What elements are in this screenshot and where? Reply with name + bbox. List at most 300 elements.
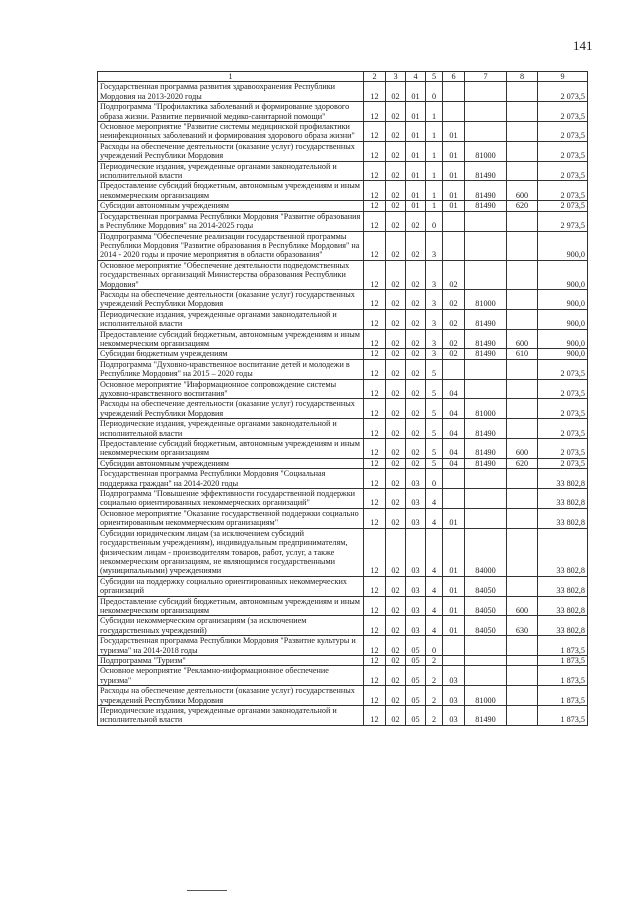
row-code-cell: 2 — [426, 706, 443, 726]
table-row — [98, 458, 588, 468]
row-code-cell: 01 — [406, 161, 426, 181]
row-code-cell: 4 — [426, 616, 443, 636]
row-code-cell — [507, 469, 538, 489]
row-code-cell: 01 — [443, 508, 465, 528]
row-amount-cell: 2 073,5 — [538, 439, 588, 459]
table-row — [98, 231, 588, 260]
row-code-cell — [507, 576, 538, 596]
row-code-cell — [507, 309, 538, 329]
row-code-cell: 02 — [406, 379, 426, 399]
row-code-cell: 05 — [406, 636, 426, 656]
table-row — [98, 379, 588, 399]
row-code-cell: 02 — [386, 419, 406, 439]
row-code-cell: 84050 — [465, 596, 507, 616]
row-name-cell: Основное мероприятие "Обеспечение деятельности подведомственных государственных организаций Министерства образования Республики Мордовия" — [98, 260, 364, 289]
row-code-cell: 1 — [426, 181, 443, 201]
row-code-cell: 02 — [443, 260, 465, 289]
row-code-cell: 81000 — [465, 399, 507, 419]
column-header-7: 7 — [465, 72, 507, 82]
row-amount-cell: 2 073,5 — [538, 181, 588, 201]
row-name-cell: Расходы на обеспечение деятельности (оказание услуг) государственных учреждений Республики Мордовия — [98, 141, 364, 161]
row-name-cell: Периодические издания, учрежденные органами законодательной и исполнительной власти — [98, 706, 364, 726]
row-code-cell: 02 — [443, 329, 465, 349]
row-code-cell — [507, 489, 538, 509]
row-code-cell: 12 — [364, 181, 386, 201]
column-header-1: 1 — [98, 72, 364, 82]
row-code-cell: 02 — [386, 576, 406, 596]
row-code-cell: 02 — [386, 596, 406, 616]
row-code-cell — [507, 102, 538, 122]
table-row — [98, 181, 588, 201]
row-code-cell: 12 — [364, 616, 386, 636]
row-code-cell: 3 — [426, 231, 443, 260]
row-code-cell: 02 — [386, 122, 406, 142]
row-code-cell: 05 — [406, 655, 426, 665]
row-code-cell — [443, 102, 465, 122]
row-amount-cell: 900,0 — [538, 349, 588, 359]
row-amount-cell: 900,0 — [538, 260, 588, 289]
row-name-cell: Предоставление субсидий бюджетным, автономным учреждениям и иным некоммерческим организациям — [98, 596, 364, 616]
row-code-cell: 02 — [386, 289, 406, 309]
row-code-cell — [507, 260, 538, 289]
row-code-cell: 12 — [364, 528, 386, 576]
row-code-cell — [507, 419, 538, 439]
row-code-cell: 02 — [406, 419, 426, 439]
row-code-cell — [465, 102, 507, 122]
row-code-cell: 12 — [364, 596, 386, 616]
row-code-cell: 5 — [426, 458, 443, 468]
row-code-cell: 2 — [426, 686, 443, 706]
row-code-cell: 600 — [507, 439, 538, 459]
row-code-cell — [507, 231, 538, 260]
row-code-cell: 02 — [386, 508, 406, 528]
row-code-cell — [443, 359, 465, 379]
table-row — [98, 576, 588, 596]
row-code-cell: 12 — [364, 289, 386, 309]
row-code-cell: 04 — [443, 399, 465, 419]
row-code-cell: 3 — [426, 289, 443, 309]
row-code-cell: 12 — [364, 309, 386, 329]
row-code-cell: 1 — [426, 102, 443, 122]
column-header-4: 4 — [406, 72, 426, 82]
row-code-cell: 81490 — [465, 706, 507, 726]
row-code-cell: 02 — [386, 706, 406, 726]
row-code-cell — [443, 469, 465, 489]
row-code-cell: 01 — [443, 616, 465, 636]
row-code-cell: 02 — [386, 309, 406, 329]
row-code-cell: 03 — [443, 706, 465, 726]
row-code-cell: 12 — [364, 636, 386, 656]
row-code-cell — [507, 399, 538, 419]
row-code-cell: 02 — [406, 231, 426, 260]
row-code-cell: 81000 — [465, 289, 507, 309]
row-code-cell — [507, 666, 538, 686]
row-code-cell — [443, 489, 465, 509]
row-code-cell: 81490 — [465, 458, 507, 468]
row-code-cell: 02 — [406, 289, 426, 309]
row-code-cell: 03 — [443, 686, 465, 706]
row-code-cell: 12 — [364, 686, 386, 706]
row-code-cell: 02 — [386, 201, 406, 211]
row-code-cell: 12 — [364, 706, 386, 726]
row-code-cell: 02 — [386, 379, 406, 399]
row-code-cell: 03 — [406, 616, 426, 636]
row-code-cell: 12 — [364, 379, 386, 399]
row-code-cell — [465, 636, 507, 656]
row-code-cell — [507, 655, 538, 665]
row-code-cell: 05 — [406, 706, 426, 726]
row-code-cell: 12 — [364, 161, 386, 181]
row-code-cell: 12 — [364, 666, 386, 686]
row-code-cell: 02 — [386, 231, 406, 260]
row-amount-cell: 2 073,5 — [538, 82, 588, 102]
row-amount-cell: 2 073,5 — [538, 161, 588, 181]
row-code-cell: 0 — [426, 636, 443, 656]
row-code-cell — [465, 379, 507, 399]
row-code-cell: 01 — [443, 181, 465, 201]
row-code-cell: 02 — [386, 260, 406, 289]
row-code-cell — [507, 161, 538, 181]
row-code-cell — [507, 686, 538, 706]
row-code-cell: 03 — [406, 469, 426, 489]
row-amount-cell: 2 073,5 — [538, 379, 588, 399]
row-code-cell: 630 — [507, 616, 538, 636]
row-code-cell: 01 — [406, 141, 426, 161]
row-code-cell: 02 — [386, 211, 406, 231]
row-code-cell: 12 — [364, 122, 386, 142]
row-amount-cell: 900,0 — [538, 329, 588, 349]
table-row — [98, 329, 588, 349]
row-code-cell: 4 — [426, 489, 443, 509]
row-code-cell: 5 — [426, 419, 443, 439]
row-code-cell: 02 — [406, 399, 426, 419]
row-name-cell: Основное мероприятие "Развитие системы медицинской профилактики неинфекционных заболеваний и формирования здорового образа жизни" — [98, 122, 364, 142]
row-code-cell: 12 — [364, 359, 386, 379]
row-code-cell: 0 — [426, 469, 443, 489]
column-header-8: 8 — [507, 72, 538, 82]
row-code-cell — [443, 636, 465, 656]
row-code-cell: 1 — [426, 141, 443, 161]
row-code-cell: 84050 — [465, 616, 507, 636]
row-code-cell: 05 — [406, 686, 426, 706]
row-code-cell — [443, 82, 465, 102]
row-code-cell: 02 — [386, 181, 406, 201]
row-code-cell: 02 — [443, 289, 465, 309]
row-amount-cell: 33 802,8 — [538, 508, 588, 528]
row-code-cell: 12 — [364, 469, 386, 489]
row-code-cell: 01 — [406, 181, 426, 201]
row-name-cell: Основное мероприятие "Оказание государственной поддержки социально ориентированным некоммерческим организациям" — [98, 508, 364, 528]
row-code-cell — [465, 260, 507, 289]
row-code-cell: 01 — [443, 528, 465, 576]
row-code-cell — [465, 82, 507, 102]
row-code-cell: 01 — [406, 201, 426, 211]
row-name-cell: Расходы на обеспечение деятельности (оказание услуг) государственных учреждений Республики Мордовия — [98, 399, 364, 419]
row-code-cell — [507, 528, 538, 576]
row-code-cell — [465, 666, 507, 686]
row-code-cell: 610 — [507, 349, 538, 359]
row-code-cell: 02 — [406, 211, 426, 231]
row-code-cell — [507, 211, 538, 231]
row-code-cell: 02 — [386, 359, 406, 379]
row-code-cell — [507, 289, 538, 309]
row-code-cell: 01 — [406, 102, 426, 122]
row-code-cell — [507, 122, 538, 142]
row-amount-cell: 900,0 — [538, 231, 588, 260]
row-name-cell: Подпрограмма "Повышение эффективности государственной поддержки социально ориентированных некоммерческих организаций" — [98, 489, 364, 509]
row-code-cell — [507, 359, 538, 379]
row-amount-cell: 2 073,5 — [538, 458, 588, 468]
row-code-cell: 12 — [364, 82, 386, 102]
row-code-cell: 81490 — [465, 329, 507, 349]
row-code-cell: 4 — [426, 508, 443, 528]
row-name-cell: Государственная программа Республики Мордовия "Социальная поддержка граждан" на 2014-2020 годы — [98, 469, 364, 489]
row-code-cell: 12 — [364, 458, 386, 468]
row-code-cell: 12 — [364, 489, 386, 509]
row-code-cell: 02 — [386, 161, 406, 181]
row-code-cell: 04 — [443, 458, 465, 468]
table-row — [98, 439, 588, 459]
row-code-cell — [507, 636, 538, 656]
column-header-3: 3 — [386, 72, 406, 82]
row-code-cell: 81490 — [465, 309, 507, 329]
row-code-cell: 03 — [406, 596, 426, 616]
row-amount-cell: 33 802,8 — [538, 528, 588, 576]
row-code-cell: 81000 — [465, 686, 507, 706]
row-code-cell: 04 — [443, 419, 465, 439]
row-name-cell: Государственная программа Республики Мордовия "Развитие культуры и туризма" на 2014-2018 годы — [98, 636, 364, 656]
row-code-cell: 12 — [364, 141, 386, 161]
row-name-cell: Подпрограмма "Туризм" — [98, 655, 364, 665]
row-code-cell: 81490 — [465, 349, 507, 359]
row-code-cell: 04 — [443, 439, 465, 459]
row-code-cell: 12 — [364, 102, 386, 122]
row-amount-cell: 2 073,5 — [538, 122, 588, 142]
row-code-cell — [465, 469, 507, 489]
table-row — [98, 201, 588, 211]
row-code-cell: 02 — [443, 309, 465, 329]
table-row — [98, 102, 588, 122]
row-code-cell — [507, 706, 538, 726]
row-name-cell: Государственная программа развития здравоохранения Республики Мордовия на 2013-2020 годы — [98, 82, 364, 102]
row-name-cell: Предоставление субсидий бюджетным, автономным учреждениям и иным некоммерческим организациям — [98, 181, 364, 201]
row-code-cell: 81490 — [465, 161, 507, 181]
page-number: 141 — [573, 38, 593, 53]
row-code-cell: 12 — [364, 508, 386, 528]
row-code-cell — [465, 508, 507, 528]
row-amount-cell: 1 873,5 — [538, 655, 588, 665]
row-name-cell: Субсидии некоммерческим организациям (за исключением государственных учреждений) — [98, 616, 364, 636]
row-code-cell: 01 — [406, 82, 426, 102]
table-row — [98, 636, 588, 656]
column-header-6: 6 — [443, 72, 465, 82]
row-code-cell: 02 — [406, 260, 426, 289]
row-code-cell — [507, 508, 538, 528]
row-code-cell: 02 — [386, 469, 406, 489]
row-name-cell: Субсидии автономным учреждениям — [98, 458, 364, 468]
table-row — [98, 161, 588, 181]
row-code-cell — [507, 379, 538, 399]
table-row — [98, 616, 588, 636]
row-amount-cell: 2 073,5 — [538, 201, 588, 211]
row-code-cell: 3 — [426, 349, 443, 359]
row-code-cell: 4 — [426, 596, 443, 616]
table-row — [98, 399, 588, 419]
row-amount-cell: 2 973,5 — [538, 211, 588, 231]
table-row — [98, 349, 588, 359]
row-code-cell: 02 — [386, 636, 406, 656]
row-amount-cell: 33 802,8 — [538, 576, 588, 596]
row-code-cell: 600 — [507, 596, 538, 616]
row-name-cell: Субсидии юридическим лицам (за исключением субсидий государственным учреждениям), индивидуальным предпринимателям, физическим лицам - производителям товаров, работ, услуг, а также некоммерческим организациям, не являющимся государственными (муниципальными) учреждениями — [98, 528, 364, 576]
row-name-cell: Периодические издания, учрежденные органами законодательной и исполнительной власти — [98, 309, 364, 329]
row-code-cell: 2 — [426, 655, 443, 665]
column-header-5: 5 — [426, 72, 443, 82]
row-amount-cell: 1 873,5 — [538, 666, 588, 686]
row-name-cell: Подпрограмма "Обеспечение реализации государственной программы Республики Мордовия "Развитие образования в Республике Мордовия" на 2014 - 2020 годы и прочие мероприятия в области образования" — [98, 231, 364, 260]
table-row — [98, 141, 588, 161]
row-code-cell: 12 — [364, 201, 386, 211]
row-code-cell: 81490 — [465, 439, 507, 459]
row-code-cell: 03 — [443, 666, 465, 686]
row-code-cell: 12 — [364, 576, 386, 596]
row-code-cell: 03 — [406, 528, 426, 576]
row-code-cell: 0 — [426, 211, 443, 231]
row-name-cell: Субсидии бюджетным учреждениям — [98, 349, 364, 359]
row-code-cell: 01 — [443, 141, 465, 161]
row-amount-cell: 2 073,5 — [538, 419, 588, 439]
table-row — [98, 289, 588, 309]
row-amount-cell: 2 073,5 — [538, 359, 588, 379]
row-code-cell: 02 — [443, 349, 465, 359]
row-code-cell: 03 — [406, 576, 426, 596]
table-row — [98, 706, 588, 726]
row-code-cell: 4 — [426, 576, 443, 596]
table-row — [98, 260, 588, 289]
header-row — [98, 72, 588, 82]
row-code-cell: 02 — [386, 399, 406, 419]
table-row — [98, 122, 588, 142]
row-code-cell: 02 — [386, 458, 406, 468]
row-code-cell: 5 — [426, 379, 443, 399]
row-code-cell: 84050 — [465, 576, 507, 596]
row-code-cell: 12 — [364, 260, 386, 289]
footer-mark — [187, 890, 227, 891]
row-amount-cell: 33 802,8 — [538, 489, 588, 509]
row-code-cell: 84000 — [465, 528, 507, 576]
row-amount-cell: 2 073,5 — [538, 102, 588, 122]
row-code-cell: 3 — [426, 309, 443, 329]
row-code-cell: 81490 — [465, 181, 507, 201]
column-header-2: 2 — [364, 72, 386, 82]
table-row — [98, 686, 588, 706]
row-code-cell: 3 — [426, 329, 443, 349]
row-code-cell: 600 — [507, 181, 538, 201]
row-code-cell — [465, 231, 507, 260]
row-code-cell: 620 — [507, 201, 538, 211]
row-amount-cell: 900,0 — [538, 309, 588, 329]
row-code-cell: 02 — [386, 141, 406, 161]
row-code-cell — [465, 359, 507, 379]
table-row — [98, 419, 588, 439]
table-row — [98, 596, 588, 616]
row-name-cell: Периодические издания, учрежденные органами законодательной и исполнительной власти — [98, 419, 364, 439]
row-code-cell: 02 — [386, 102, 406, 122]
row-code-cell: 02 — [406, 359, 426, 379]
table-row — [98, 489, 588, 509]
row-name-cell: Основное мероприятие "Рекламно-информационное обеспечение туризма" — [98, 666, 364, 686]
budget-table — [97, 71, 588, 726]
row-code-cell: 02 — [386, 655, 406, 665]
row-code-cell: 12 — [364, 419, 386, 439]
row-code-cell — [465, 122, 507, 142]
row-amount-cell: 1 873,5 — [538, 706, 588, 726]
row-code-cell: 02 — [386, 686, 406, 706]
row-name-cell: Подпрограмма "Профилактика заболеваний и формирование здорового образа жизни. Развитие первичной медико-санитарной помощи" — [98, 102, 364, 122]
row-code-cell: 02 — [406, 349, 426, 359]
row-amount-cell: 1 873,5 — [538, 686, 588, 706]
table-row — [98, 82, 588, 102]
row-code-cell — [465, 489, 507, 509]
row-code-cell: 02 — [386, 329, 406, 349]
row-code-cell: 600 — [507, 329, 538, 349]
row-name-cell: Предоставление субсидий бюджетным, автономным учреждениям и иным некоммерческим организациям — [98, 439, 364, 459]
row-code-cell: 02 — [386, 528, 406, 576]
row-name-cell: Субсидии автономным учреждениям — [98, 201, 364, 211]
row-code-cell: 5 — [426, 359, 443, 379]
row-code-cell: 12 — [364, 211, 386, 231]
row-code-cell: 02 — [386, 439, 406, 459]
row-code-cell: 81490 — [465, 419, 507, 439]
row-code-cell: 02 — [406, 439, 426, 459]
row-code-cell — [507, 141, 538, 161]
row-code-cell: 01 — [443, 596, 465, 616]
row-name-cell: Расходы на обеспечение деятельности (оказание услуг) государственных учреждений Республики Мордовия — [98, 686, 364, 706]
table-row — [98, 211, 588, 231]
row-code-cell: 81000 — [465, 141, 507, 161]
row-code-cell: 01 — [406, 122, 426, 142]
row-code-cell: 12 — [364, 349, 386, 359]
row-code-cell — [443, 231, 465, 260]
row-code-cell: 5 — [426, 399, 443, 419]
row-amount-cell: 33 802,8 — [538, 616, 588, 636]
row-code-cell: 01 — [443, 161, 465, 181]
row-code-cell: 01 — [443, 576, 465, 596]
row-code-cell: 12 — [364, 399, 386, 419]
row-code-cell — [443, 655, 465, 665]
column-header-9: 9 — [538, 72, 588, 82]
row-amount-cell: 33 802,8 — [538, 596, 588, 616]
row-code-cell: 02 — [386, 349, 406, 359]
row-code-cell: 0 — [426, 82, 443, 102]
row-code-cell: 620 — [507, 458, 538, 468]
row-code-cell: 12 — [364, 231, 386, 260]
row-code-cell: 02 — [406, 458, 426, 468]
row-code-cell: 02 — [386, 489, 406, 509]
row-name-cell: Периодические издания, учрежденные органами законодательной и исполнительной власти — [98, 161, 364, 181]
row-code-cell: 03 — [406, 489, 426, 509]
row-code-cell: 5 — [426, 439, 443, 459]
row-name-cell: Субсидии на поддержку социально ориентированных некоммерческих организаций — [98, 576, 364, 596]
row-code-cell: 4 — [426, 528, 443, 576]
table-row — [98, 309, 588, 329]
row-code-cell: 12 — [364, 439, 386, 459]
row-code-cell: 1 — [426, 201, 443, 211]
row-code-cell: 04 — [443, 379, 465, 399]
row-code-cell: 01 — [443, 122, 465, 142]
row-name-cell: Предоставление субсидий бюджетным, автономным учреждениям и иным некоммерческим организациям — [98, 329, 364, 349]
row-name-cell: Государственная программа Республики Мордовия "Развитие образования в Республике Мордовия" на 2014-2025 годы — [98, 211, 364, 231]
